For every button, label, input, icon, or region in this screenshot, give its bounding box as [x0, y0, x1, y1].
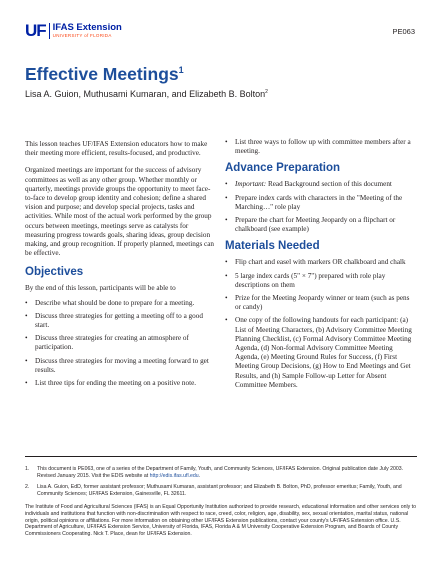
edis-website-link[interactable]: http://edis.ifas.ufl.edu [149, 472, 199, 479]
footnote-2-text: Lisa A. Guion, EdD, former assistant professor; Muthusami Kumaran, assistant professor; and Elizabeth B. Bolton, PhD, professor emeritus; Family, Youth, and Community Sciences; UF/IFAS Extension, Gainesville, FL 32611. [37, 484, 402, 497]
footnote-number: 2. [25, 484, 30, 491]
continued-objectives-list [225, 138, 417, 156]
footnote-2 [25, 484, 417, 497]
objectives-intro: By the end of this lesson, participants will be able to [25, 284, 176, 293]
list-item: • List three ways to follow up with committee members after a meeting. [225, 138, 417, 156]
footnote-divider [25, 456, 417, 457]
logo-subtitle: UNIVERSITY of FLORIDA [52, 32, 112, 38]
footnote-1-after: . [198, 472, 201, 479]
list-item: • Flip chart and easel with markers OR chalkboard and chalk [225, 258, 417, 267]
document-code: PE063 [392, 27, 415, 36]
authors-line [25, 89, 268, 99]
ifas-extension-logo [25, 22, 122, 39]
list-item: • 5 large index cards (5" × 7") prepared with role play descriptions on them [225, 272, 417, 290]
logo-divider [49, 23, 50, 39]
objectives-list [25, 299, 217, 389]
footnote-1 [25, 466, 417, 479]
uf-logo-mark: UF [25, 21, 46, 40]
title-text: Effective Meetings [25, 64, 179, 84]
equal-opportunity-statement: The Institute of Food and Agricultural Sciences (IFAS) is an Equal Opportunity Institution authorized to provide research, educational information and other services only to individuals and institutions that function with non-discrimination with respect to race, creed, color, religion, age, disability, sex, sexual orientation, marital status, national origin, political opinions or affiliations. For more information on obtaining other UF/IFAS Extension publications, contact your county's UF/IFAS Extension office. U.S. Department of Agriculture, UF/IFAS Extension Service, University of Florida, IFAS, Florida A & M University Cooperative Extension Program, and Boards of County Commissioners Cooperating. Nick T. Place, dean for UF/IFAS Extension. [25, 504, 417, 537]
important-label: Important: [235, 180, 267, 189]
authors-footnote-mark: 2 [265, 89, 268, 95]
list-item: • Discuss three strategies for getting a meeting off to a good start. [25, 312, 217, 330]
footnote-text [37, 466, 417, 479]
right-column [225, 138, 417, 394]
advance-preparation-heading: Advance Preparation [225, 162, 341, 175]
objectives-heading: Objectives [25, 266, 84, 279]
page-title [25, 64, 184, 85]
list-item: • Discuss three strategies for creating an atmosphere of participation. [25, 334, 217, 352]
list-item: • Prepare the chart for Meeting Jeopardy on a flipchart or chalkboard (see example) [225, 216, 417, 234]
logo-title: IFAS Extension [52, 22, 122, 33]
list-item: • Discuss three strategies for moving a meeting forward to get results. [25, 357, 217, 375]
list-item: • Prize for the Meeting Jeopardy winner or team (such as pens or candy) [225, 294, 417, 312]
footnotes [25, 466, 417, 537]
authors-text: Lisa A. Guion, Muthusami Kumaran, and Elizabeth B. Bolton [25, 89, 266, 99]
footnote-1-text: This document is PE063, one of a series of the Department of Family, Youth, and Community Sciences, UF/IFAS Extension. Original publication date July 2003. Revised January 2015. Visit the EDIS website at [37, 466, 404, 479]
materials-list [225, 258, 417, 390]
advance-preparation-list [225, 180, 417, 234]
left-column [25, 140, 217, 392]
list-item: • Prepare index cards with characters in the "Meeting of the Marching…" role play [225, 194, 417, 212]
list-item [225, 180, 417, 189]
intro-paragraph: This lesson teaches UF/IFAS Extension educators how to make their meeting more efficient, results-focused, and productive. [25, 140, 208, 158]
list-item: • One copy of the following handouts for each participant: (a) List of Meeting Characters, (b) Advisory Committee Meeting Planning Checklist, (c) Formal Advisory Committee Meeting Agenda, (d) Non-formal Advisory Committee Meeting Agenda, (e) Meeting Ground Rules for Success, (f) First Meeting Group Decisions, (g) How to End Meetings and Get Results, and (h) Sample Follow-up Letter for Absent Committee Members. [225, 316, 417, 390]
logo-text [53, 23, 122, 38]
body-paragraph: Organized meetings are important for the success of advisory committees as well as any other group. Whether monthly or quarterly, meetings provide groups the opportunity to meet face-to-face to develop group identity and cohesion; define a shared vision and purpose; and develop special projects, tasks and activities. While most of the actual work performed by the group occurs between meetings, meetings serve as catalysts for measuring progress towards goals, sharing ideas, group decision making, and group recognition. If properly planned, meetings can be effective. [25, 166, 215, 258]
list-item: • Describe what should be done to prepare for a meeting. [25, 299, 217, 308]
title-footnote-mark: 1 [178, 65, 184, 76]
list-item: • List three tips for ending the meeting on a positive note. [25, 379, 217, 388]
materials-needed-heading: Materials Needed [225, 240, 320, 253]
important-text: Read Background section of this document [267, 180, 392, 189]
footnote-number: 1. [25, 466, 30, 472]
